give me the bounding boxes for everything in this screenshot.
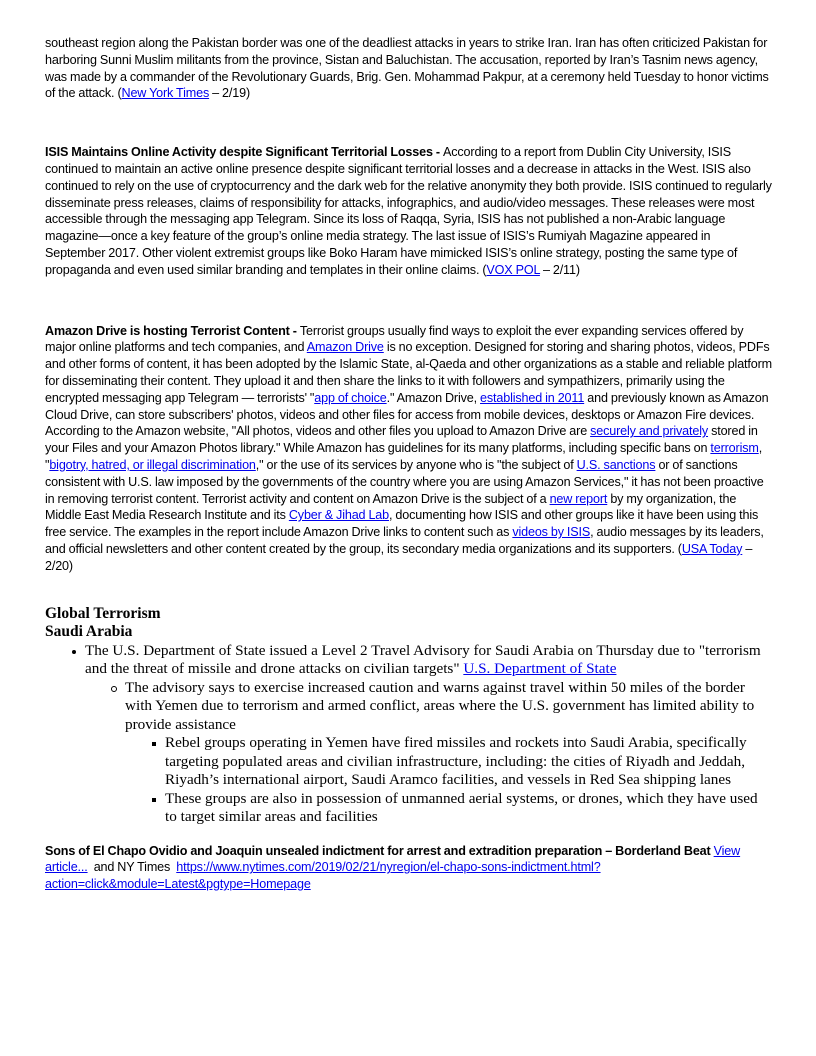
amazon-text-3: ." Amazon Drive, <box>386 390 481 405</box>
chapo-paragraph <box>45 843 773 893</box>
list-item <box>125 734 773 790</box>
iran-text: southeast region along the Pakistan border was one of the deadliest attacks in years to strike Iran. Iran has often criticized Pakistan for harboring Sunni Muslim militants from the province, Sistan and Baluchistan. The accusation, reported by Iran’s Tasnim news agency, was made by a commander of the Revolutionary Guards, Brig. Gen. Mohammad Pakpur, at a ceremony held Tuesday to honor victims of the attack. ( <box>45 36 769 101</box>
advisory-sublist <box>85 679 773 827</box>
advisory-detail-text: The advisory says to exercise increased caution and warns against travel within 50 miles of the border with Yemen due to terrorism and armed conflict, areas where the U.S. government has limited ability to provide assistance <box>125 678 755 733</box>
usa-today-link[interactable]: USA Today <box>681 541 743 556</box>
bigotry-link[interactable]: bigotry, hatred, or illegal discrimination <box>49 457 256 472</box>
videos-by-isis-link[interactable]: videos by ISIS <box>512 525 591 540</box>
amazon-text-7: ," or the use of its services by anyone who is "the subject of <box>255 457 577 472</box>
amazon-text-4: and previously known as Amazon Cloud Drive, can store subscribers' photos, videos and other files for access from mobile devices, desktops or Amazon Fire devices. According to the Amazon website, "All photos, videos and other files you upload to Amazon Drive are <box>45 390 769 439</box>
isis-title: ISIS Maintains Online Activity despite Significant Territorial Losses - <box>45 145 443 160</box>
chapo-title: Sons of El Chapo Ovidio and Joaquin unsealed indictment for arrest and extradition preparation – Borderland Beat <box>45 843 714 858</box>
list-item <box>45 642 773 827</box>
cyber-jihad-lab-link[interactable]: Cyber & Jihad Lab <box>288 508 390 523</box>
disc-bullet-icon <box>72 650 76 654</box>
amazon-text-2: is no exception. Designed for storing and sharing photos, videos, PDFs and other forms of content, it has been adopted by the Islamic State, al-Qaeda and other organizations as a stable and reliable platform for disseminating their content. They upload it and then share the links to it with followers and sympathizers, primarily using the encrypted messaging app Telegram — terrorists' " <box>45 340 772 405</box>
amazon-text-10: , documenting how ISIS and other groups like it have been using this free service. The examples in the report include Amazon Drive links to content such as <box>45 508 759 540</box>
amazon-text-5: stored in your Files and your Amazon Photos library." While Amazon has guidelines for its many platforms, including specific bans on <box>45 424 758 456</box>
amazon-text-6: , " <box>45 441 763 472</box>
iran-paragraph <box>45 35 773 102</box>
vox-pol-link[interactable]: VOX POL <box>486 262 540 277</box>
established-2011-link[interactable]: established in 2011 <box>480 390 585 405</box>
drones-text: These groups are also in possession of unmanned aerial systems, or drones, which they have used to target similar areas and facilities <box>165 789 758 826</box>
view-article-link[interactable]: View article... <box>45 843 741 875</box>
new-york-times-link[interactable]: New York Times <box>121 86 210 101</box>
amazon-text-1: Terrorist groups usually find ways to exploit the ever expanding services offered by major online platforms and tech companies, and <box>45 323 744 355</box>
saudi-list <box>45 642 773 827</box>
iran-date: – 2/19) <box>209 86 251 101</box>
saudi-arabia-heading: Saudi Arabia <box>45 623 133 641</box>
amazon-text-11: , audio messages by its leaders, and official newsletters and other content created by the group, its secondary media organizations and its supporters. ( <box>45 525 764 556</box>
circle-bullet-icon <box>111 686 117 692</box>
amazon-text-8: or of sanctions consistent with U.S. law imposed by the governments of the country where you are using Amazon Services," it has not been proactive in removing terrorist content. Terrorist activity and content on Amazon Drive is the subject of a <box>45 457 764 506</box>
isis-text: According to a report from Dublin City University, ISIS continued to maintain an active online presence despite significant territorial losses and a decrease in attacks in the West. ISIS also continued to rely on the use of cryptocurrency and the dark web for the relative anonymity they both provide. ISIS continued to regularly disseminate press releases, claims of responsibility for attacks, infographics, and audio/video messages. These releases were most accessible through the messaging app Telegram. Since its loss of Raqqa, Syria, ISIS has not published a non-Arabic language magazine—once a key feature of the group’s online media strategy. The last issue of ISIS’s Rumiyah Magazine appeared in September 2017. Other violent extremist groups like Boko Haram have mimicked ISIS’s online strategy, posting the same type of propaganda and even used similar branding and templates in their online claims. ( <box>45 145 772 277</box>
terrorism-link[interactable]: terrorism <box>710 441 759 456</box>
document-page <box>45 35 773 893</box>
square-bullet-icon <box>152 798 156 802</box>
amazon-date: – 2/20) <box>45 541 753 573</box>
advisory-subsublist <box>125 734 773 827</box>
amazon-paragraph <box>45 323 773 575</box>
list-item <box>85 679 773 827</box>
square-bullet-icon <box>152 742 156 746</box>
us-dept-state-link[interactable]: U.S. Department of State <box>463 660 617 678</box>
global-terrorism-heading: Global Terrorism <box>45 604 161 622</box>
new-report-link[interactable]: new report <box>549 491 608 506</box>
us-sanctions-link[interactable]: U.S. sanctions <box>576 457 656 472</box>
advisory-text: The U.S. Department of State issued a Level 2 Travel Advisory for Saudi Arabia on Thursday due to "terrorism and the threat of missile and drone attacks on civilian targets" <box>85 641 761 678</box>
amazon-drive-link[interactable]: Amazon Drive <box>306 340 384 355</box>
list-item <box>125 790 773 827</box>
chapo-text: and NY Times <box>87 860 177 875</box>
amazon-text-9: by my organization, the Middle East Media Research Institute and its <box>45 491 737 523</box>
amazon-title: Amazon Drive is hosting Terrorist Content - <box>45 323 300 338</box>
app-of-choice-link[interactable]: app of choice <box>314 390 387 405</box>
securely-privately-link[interactable]: securely and privately <box>590 424 709 439</box>
rebel-groups-text: Rebel groups operating in Yemen have fired missiles and rockets into Saudi Arabia, specifically targeting populated areas and civilian infrastructure, including: the cities of Riyadh and Jeddah, Riyadh’s international airport, Saudi Aramco facilities, and vessels in Red Sea shipping lanes <box>165 734 747 789</box>
nytimes-url-link[interactable]: https://www.nytimes.com/2019/02/21/nyregion/el-chapo-sons-indictment.html?action=click&module=Latest&pgtype=Homepage <box>45 860 601 892</box>
isis-paragraph <box>45 144 773 278</box>
isis-date: – 2/11) <box>539 262 580 277</box>
